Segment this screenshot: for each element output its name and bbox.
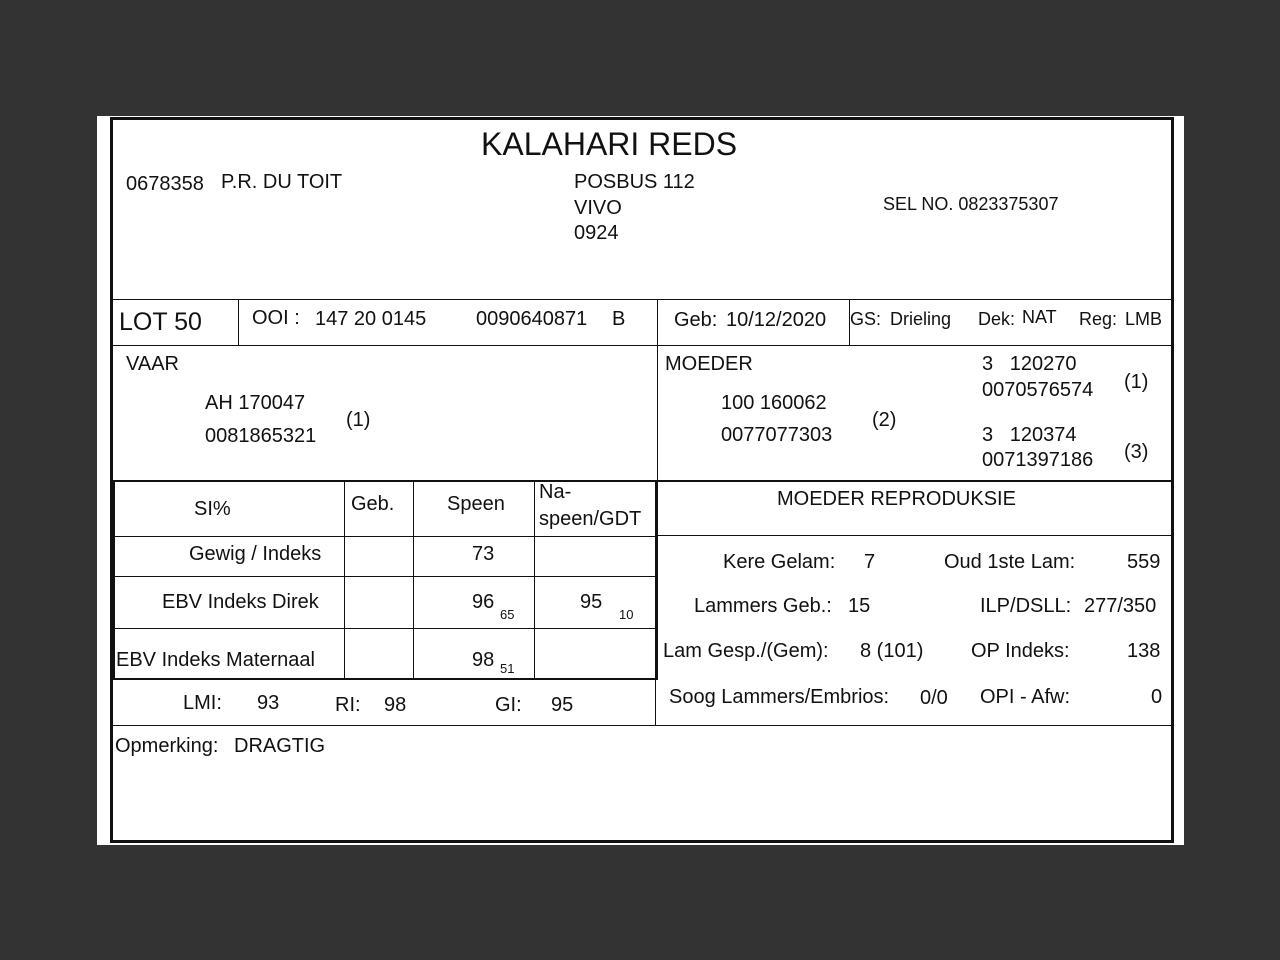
owner-address-2: VIVO <box>574 197 622 219</box>
vaar-heading: VAAR <box>126 353 179 375</box>
divider-table-row-1 <box>112 576 657 577</box>
moeder-reg: 0077077303 <box>721 424 833 446</box>
divider-col-speen <box>413 480 414 678</box>
row-gewig-label: Gewig / Indeks <box>189 543 322 565</box>
divider-col-naspeen <box>534 480 535 678</box>
divider-table-header <box>112 536 657 537</box>
moeder-ancestor-1-reg: 0070576574 <box>982 379 1094 401</box>
ooi-id: 147 20 0145 <box>315 308 427 330</box>
reproduksie-heading: MOEDER REPRODUKSIE <box>777 488 1016 510</box>
lam-gesp-value: 8 (101) <box>860 640 924 662</box>
lot-card <box>97 116 1184 845</box>
divider-pedigree-center <box>657 345 658 480</box>
table-header-speen: Speen <box>447 493 505 515</box>
dek-value: NAT <box>1022 307 1057 327</box>
owner-name: P.R. DU TOIT <box>221 171 343 193</box>
owner-address-1: POSBUS 112 <box>574 171 695 193</box>
row-ebv-maternaal-speen: 98 <box>472 649 495 671</box>
lmi-label: LMI: <box>183 692 222 714</box>
divider-lot-row <box>112 345 1172 346</box>
moeder-ancestor-1-marker: (1) <box>1124 371 1149 393</box>
gi-value: 95 <box>551 694 574 716</box>
vaar-id: AH 170047 <box>205 392 306 414</box>
sel-no: SEL NO. 0823375307 <box>883 194 1059 214</box>
lmi-value: 93 <box>257 692 280 714</box>
opi-afw-label: OPI - Afw: <box>980 686 1071 708</box>
moeder-marker: (2) <box>872 409 897 431</box>
ooi-label: OOI : <box>252 307 300 329</box>
vaar-marker: (1) <box>346 409 371 431</box>
geb-date: 10/12/2020 <box>726 309 827 331</box>
moeder-id: 100 160062 <box>721 392 827 414</box>
divider-geb-cell <box>657 299 658 345</box>
border-bottom <box>110 840 1173 843</box>
divider-indices-center <box>655 680 656 726</box>
divider-indices-bottom <box>112 725 1172 726</box>
moeder-ancestor-2-id: 3 120374 <box>982 424 1077 446</box>
owner-code: 0678358 <box>126 173 204 195</box>
ooi-grade: B <box>612 308 626 330</box>
remarks-label: Opmerking: <box>115 735 219 757</box>
row-ebv-maternaal-label: EBV Indeks Maternaal <box>116 649 315 671</box>
divider-table-row-2 <box>112 628 657 629</box>
ooi-reg: 0090640871 <box>476 308 588 330</box>
owner-address-3: 0924 <box>574 222 619 244</box>
ri-label: RI: <box>335 694 361 716</box>
row-ebv-direk-speen-sub: 65 <box>500 607 515 622</box>
oud-1ste-lam-label: Oud 1ste Lam: <box>944 551 1076 573</box>
gs-label: GS: <box>850 309 882 329</box>
divider-table-left <box>112 480 115 680</box>
gi-label: GI: <box>495 694 522 716</box>
divider-table-right <box>655 480 658 680</box>
kere-gelam-value: 7 <box>864 551 876 573</box>
moeder-heading: MOEDER <box>665 353 753 375</box>
vaar-reg: 0081865321 <box>205 425 317 447</box>
reg-label: Reg: <box>1079 309 1118 329</box>
soog-label: Soog Lammers/Embrios: <box>669 686 890 708</box>
table-header-naspeen-line-2: speen/GDT <box>539 508 642 530</box>
lammers-geb-value: 15 <box>848 595 871 617</box>
lammers-geb-label: Lammers Geb.: <box>694 595 832 617</box>
moeder-ancestor-2-marker: (3) <box>1124 441 1149 463</box>
moeder-ancestor-2-reg: 0071397186 <box>982 449 1094 471</box>
op-indeks-value: 138 <box>1127 640 1161 662</box>
divider-header <box>112 299 1172 300</box>
dek-label: Dek: <box>978 309 1016 329</box>
op-indeks-label: OP Indeks: <box>971 640 1070 662</box>
kere-gelam-label: Kere Gelam: <box>723 551 836 573</box>
row-ebv-maternaal-speen-sub: 51 <box>500 661 515 676</box>
row-ebv-direk-naspeen-sub: 10 <box>619 607 634 622</box>
table-header-naspeen-line-1: Na- <box>539 481 572 503</box>
ri-value: 98 <box>384 694 407 716</box>
row-gewig-speen: 73 <box>472 543 495 565</box>
row-ebv-direk-label: EBV Indeks Direk <box>162 591 319 613</box>
divider-reproduksie-heading <box>658 535 1172 536</box>
opi-afw-value: 0 <box>1151 686 1163 708</box>
border-top <box>110 117 1173 120</box>
row-ebv-direk-speen: 96 <box>472 591 495 613</box>
lot-label: LOT 50 <box>119 308 202 336</box>
table-header-si: SI% <box>194 498 231 520</box>
remarks-value: DRAGTIG <box>234 735 326 757</box>
oud-1ste-lam-value: 559 <box>1127 551 1161 573</box>
moeder-ancestor-1-id: 3 120270 <box>982 353 1077 375</box>
divider-table-bottom <box>112 678 657 680</box>
divider-pedigree-bottom <box>112 480 1172 482</box>
ilp-dsll-value: 277/350 <box>1084 595 1157 617</box>
geb-label: Geb: <box>674 309 718 331</box>
document-title: KALAHARI REDS <box>481 126 738 162</box>
ilp-dsll-label: ILP/DSLL: <box>980 595 1072 617</box>
gs-value: Drieling <box>890 309 952 329</box>
row-ebv-direk-naspeen: 95 <box>580 591 603 613</box>
divider-lot-cell <box>238 299 239 345</box>
lam-gesp-label: Lam Gesp./(Gem): <box>663 640 829 662</box>
reg-value: LMB <box>1125 309 1163 329</box>
table-header-geb: Geb. <box>351 493 395 515</box>
soog-value: 0/0 <box>920 687 948 709</box>
divider-col-geb <box>344 480 345 678</box>
